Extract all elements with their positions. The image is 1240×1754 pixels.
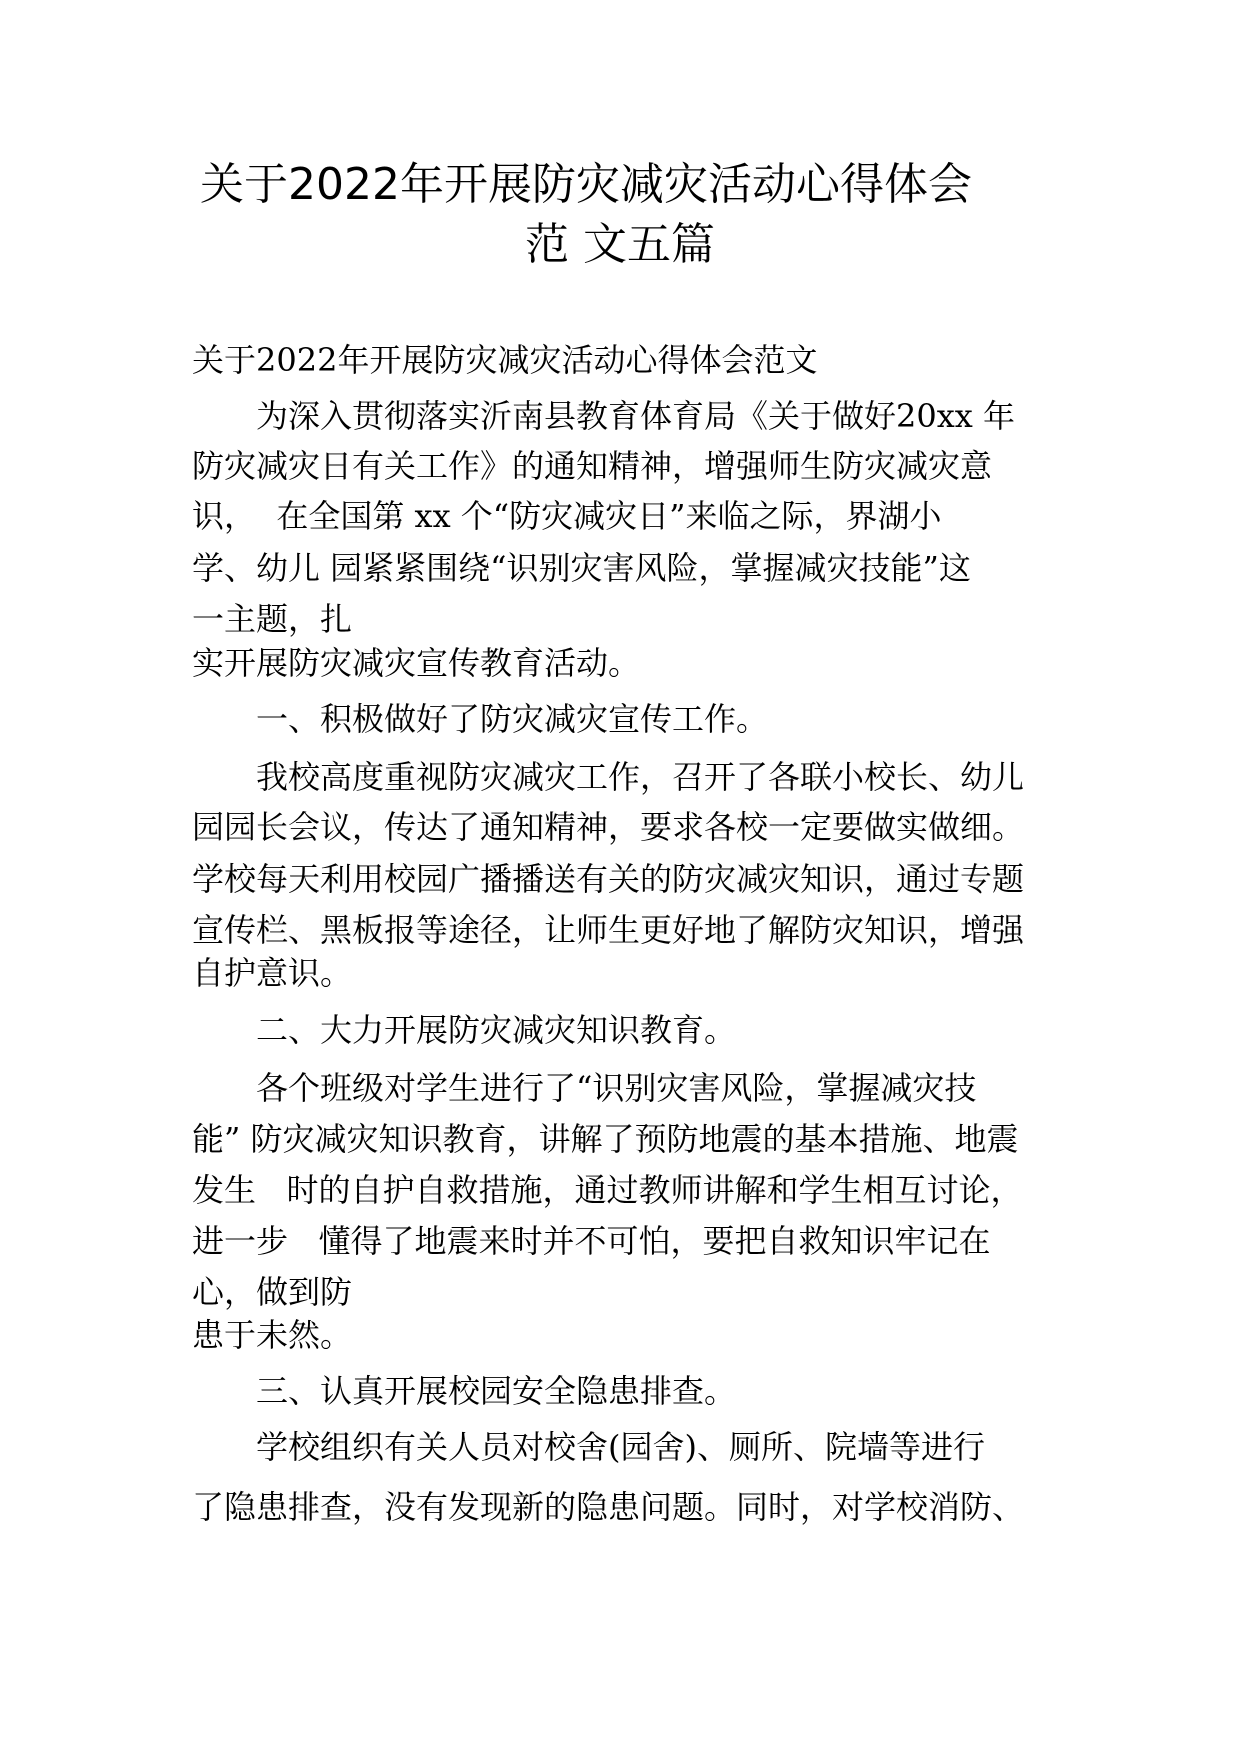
paragraph-line: 实开展防灾减灾宣传教育活动。 (192, 644, 641, 682)
section-heading: 一、积极做好了防灾减灾宣传工作。 (256, 700, 769, 738)
paragraph-line: 一主题，扎 (192, 600, 353, 638)
paragraph-line: 了隐患排查，没有发现新的隐患问题。同时，对学校消防、 (192, 1488, 1025, 1526)
paragraph-line: 各个班级对学生进行了“识别灾害风险，掌握减灾技 (256, 1069, 977, 1107)
document-subtitle: 关于2022年开展防灾减灾活动心得体会范文 (192, 341, 818, 379)
paragraph-line: 患于未然。 (192, 1316, 353, 1354)
paragraph-line: 能” 防灾减灾知识教育，讲解了预防地震的基本措施、地震 (192, 1120, 1019, 1158)
paragraph-line: 自护意识。 (192, 954, 353, 992)
paragraph-line: 防灾减灾日有关工作》的通知精神，增强师生防灾减灾意 (192, 447, 993, 485)
paragraph-line: 识， 在全国第 xx 个“防灾减灾日”来临之际，界湖小 (192, 497, 942, 535)
paragraph-line: 园园长会议，传达了通知精神，要求各校一定要做实做细。 (192, 808, 1025, 846)
document-title-line-1: 关于2022年开展防灾减灾活动心得体会 (200, 159, 972, 210)
document-title-line-2: 范 文五篇 (525, 219, 715, 270)
paragraph-line: 宣传栏、黑板报等途径，让师生更好地了解防灾知识，增强 (192, 911, 1025, 949)
section-heading: 三、认真开展校园安全隐患排查。 (256, 1372, 737, 1410)
paragraph-line: 为深入贯彻落实沂南县教育体育局《关于做好20xx 年 (256, 397, 1015, 435)
paragraph-line: 学校组织有关人员对校舍(园舍)、厕所、院墙等进行 (256, 1428, 985, 1466)
section-heading: 二、大力开展防灾减灾知识教育。 (256, 1011, 737, 1049)
paragraph-line: 我校高度重视防灾减灾工作，召开了各联小校长、幼儿 (256, 758, 1025, 796)
paragraph-line: 进一步 懂得了地震来时并不可怕，要把自救知识牢记在 (192, 1222, 991, 1260)
paragraph-line: 学、幼儿 园紧紧围绕“识别灾害风险，掌握减灾技能”这 (192, 549, 971, 587)
paragraph-line: 学校每天利用校园广播播送有关的防灾减灾知识，通过专题 (192, 860, 1025, 898)
paragraph-line: 心，做到防 (192, 1273, 353, 1311)
paragraph-line: 发生 时的自护自救措施，通过教师讲解和学生相互讨论， (192, 1171, 1023, 1209)
